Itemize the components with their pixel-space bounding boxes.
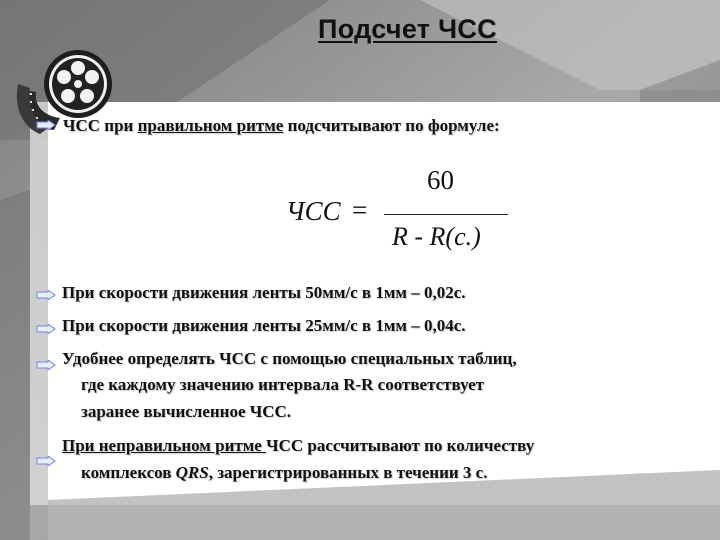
page-title — [0, 14, 720, 45]
bullet-speed-50: При скорости движения ленты 50мм/с в 1мм – 0,02с. — [62, 283, 466, 302]
bullet-tables-line3: заранее вычисленное ЧСС. — [81, 402, 292, 421]
formula-denominator: R - R(c.) — [392, 222, 481, 251]
formula-numerator: 60 — [427, 165, 454, 195]
intro-underlined: правильном ритме — [137, 116, 284, 135]
arrow-bullet-icon — [36, 456, 56, 466]
qrs-text: QRS — [175, 463, 209, 482]
bullet-irregular-line2 — [81, 463, 487, 483]
irregular-rhythm-underlined: При неправильном ритме — [62, 436, 267, 455]
formula-equals: = — [352, 195, 368, 225]
intro-suffix: подсчитывают по формуле: — [283, 116, 500, 135]
bullet-tables-line1: Удобнее определять ЧСС с помощью специальных таблиц, — [62, 349, 517, 368]
intro-prefix: ЧСС при — [63, 116, 138, 135]
bullet-speed-25: При скорости движения ленты 25мм/с в 1мм – 0,04с. — [62, 316, 466, 335]
irregular-line2-post: , зарегистрированных в течении 3 с. — [208, 463, 488, 482]
bullet-tables-line2: где каждому значению интервала R-R соответствует — [81, 375, 484, 394]
irregular-line1-rest: ЧСС рассчитывают по количеству — [266, 436, 535, 455]
arrow-bullet-icon — [36, 290, 56, 300]
arrow-bullet-icon — [36, 120, 56, 130]
arrow-bullet-icon — [36, 324, 56, 334]
hr-formula — [286, 165, 536, 260]
intro-line — [63, 116, 500, 136]
fraction-bar — [384, 214, 508, 215]
formula-lhs: ЧСС — [286, 196, 341, 226]
title-text: Подсчет ЧСС — [318, 14, 497, 44]
arrow-bullet-icon — [36, 360, 56, 370]
irregular-line2-pre: комплексов — [81, 463, 176, 482]
bullet-irregular-line1 — [62, 436, 534, 456]
